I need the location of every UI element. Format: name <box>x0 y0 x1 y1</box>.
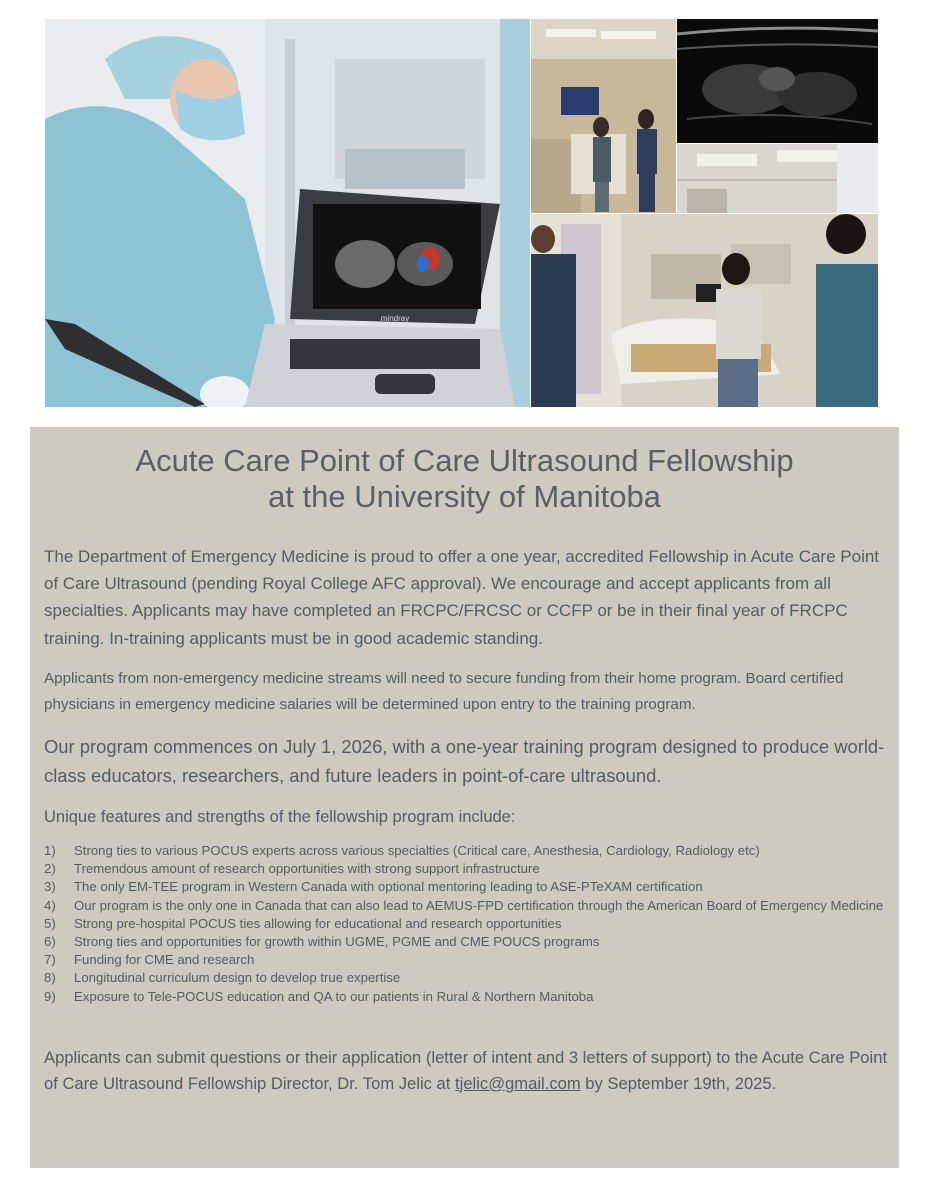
device-brand-label: mindray <box>380 314 410 323</box>
closing-suffix: by September 19th, 2025. <box>580 1073 777 1093</box>
title-line-2: at the University of Manitoba <box>268 479 661 514</box>
fellowship-info-panel <box>30 427 899 1168</box>
list-item-number: 7) <box>44 952 56 968</box>
director-email-link[interactable]: tjelic@gmail.com <box>455 1073 581 1093</box>
page-title <box>30 443 899 515</box>
list-item-number: 9) <box>44 988 56 1004</box>
list-item-text: Tremendous amount of research opportunities with strong support infrastructure <box>74 861 540 877</box>
funding-paragraph: Applicants from non-emergency medicine streams will need to secure funding from their home program. Board certified physicians in emergency medicine salaries will be determined upon entry to the training program. <box>44 670 844 713</box>
list-item-text: Strong pre-hospital POCUS ties allowing for educational and research opportunities <box>74 915 562 931</box>
list-item-text: Strong ties to various POCUS experts across various specialties (Critical care, Anesthesia, Cardiology, Radiology etc) <box>74 843 760 858</box>
list-item <box>44 842 889 860</box>
list-item-number: 4) <box>44 897 56 913</box>
list-item <box>44 988 889 1006</box>
list-item-number: 1) <box>44 843 56 858</box>
ultrasound-scan-image <box>677 19 878 143</box>
list-item <box>44 897 889 915</box>
list-item <box>44 860 889 878</box>
ultrasound-training-room-photo <box>531 19 676 213</box>
list-item-text: Funding for CME and research <box>74 952 255 968</box>
list-item-number: 3) <box>44 879 56 895</box>
hospital-ceiling-photo <box>677 144 878 213</box>
title-line-1: Acute Care Point of Care Ultrasound Fellowship <box>135 443 794 478</box>
program-start-paragraph: Our program commences on July 1, 2026, with a one-year training program designed to produce world-class educators, researchers, and future leaders in point-of-care ultrasound. <box>44 736 885 786</box>
list-item-number: 6) <box>44 934 56 950</box>
list-item-text: Exposure to Tele-POCUS education and QA to our patients in Rural & Northern Manitoba <box>74 988 594 1004</box>
list-item-number: 2) <box>44 861 56 877</box>
closing-prefix: Applicants can submit questions or their application (letter of intent and 3 letters of support) to the Acute Care Point of Care Ultrasound Fellowship Director, Dr. Tom Jelic at <box>44 1048 888 1093</box>
features-list <box>44 842 889 1006</box>
list-item-text: Longitudinal curriculum design to develop true expertise <box>74 970 401 986</box>
list-item-text: Our program is the only one in Canada that can also lead to AEMUS-FPD certification through the American Board of Emergency Medicine <box>74 897 884 913</box>
intro-paragraph: The Department of Emergency Medicine is proud to offer a one year, accredited Fellowship in Acute Care Point of Care Ultrasound (pending Royal College AFC approval). We encourage and accept applicants from all specialties. Applicants may have completed an FRCPC/FRCSC or CCFP or be in their final year of FRCPC training. In-training applicants must be in good academic standing. <box>44 547 880 648</box>
application-paragraph <box>44 1045 889 1096</box>
list-item <box>44 969 889 987</box>
photo-collage <box>45 19 878 407</box>
list-item-text: Strong ties and opportunities for growth within UGME, PGME and CME POUCS programs <box>74 934 600 950</box>
bedside-ultrasound-training-photo <box>531 214 878 407</box>
list-item-text: The only EM-TEE program in Western Canada with optional mentoring leading to ASE-PTeXAM certification <box>74 879 703 895</box>
doctor-with-ultrasound-machine-photo <box>45 19 530 407</box>
list-item <box>44 951 889 969</box>
list-item <box>44 933 889 951</box>
list-item-number: 8) <box>44 970 56 986</box>
features-intro: Unique features and strengths of the fellowship program include: <box>44 808 516 826</box>
list-item <box>44 915 889 933</box>
list-item <box>44 878 889 896</box>
list-item-number: 5) <box>44 915 56 931</box>
